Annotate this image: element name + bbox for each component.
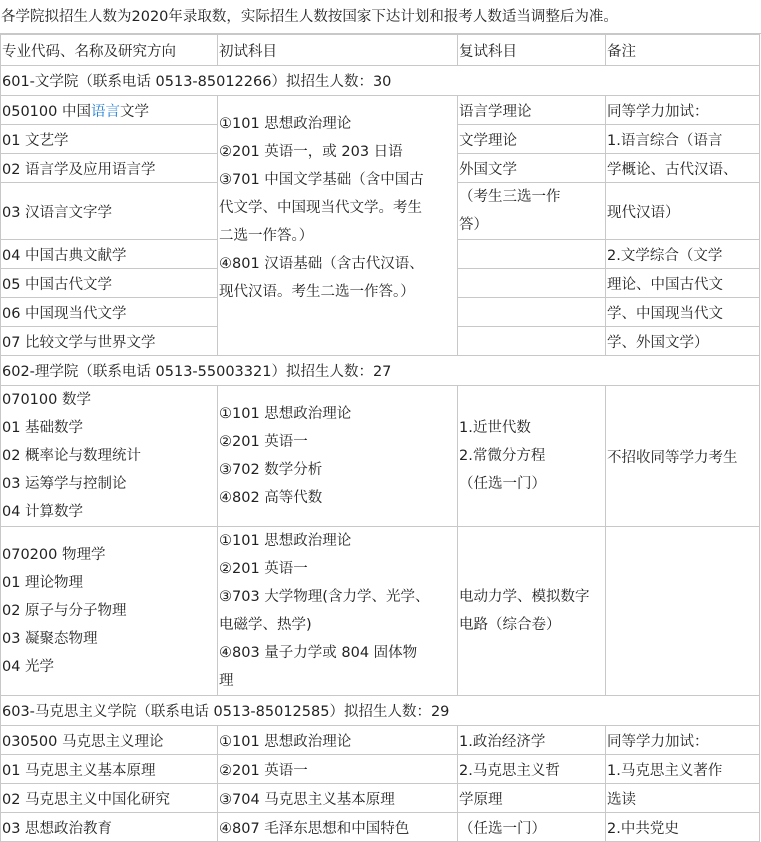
exam-line: 理 bbox=[219, 673, 234, 689]
remark-cell: 同等学力加试： bbox=[606, 726, 760, 755]
direction-line: 02 概率论与数理统计 bbox=[2, 448, 142, 464]
admission-notice: 各学院拟招生人数为2020年录取数，实际招生人数按国家下达计划和报考人数适当调整后为准。 bbox=[0, 0, 761, 34]
direction-cell: 01 马克思主义基本原理 bbox=[1, 755, 218, 784]
exam-cell: ②201 英语一 bbox=[218, 755, 458, 784]
major-line: 070200 物理学 bbox=[2, 547, 106, 563]
exam-line: ②201 英语一，或 203 日语 bbox=[219, 144, 403, 160]
remark-cell: 2.中共党史 bbox=[606, 813, 760, 842]
exam-cell: ④807 毛泽东思想和中国特色 bbox=[218, 813, 458, 842]
direction-cell: 03 思想政治教育 bbox=[1, 813, 218, 842]
column-header-retest: 复试科目 bbox=[458, 35, 606, 66]
major-code-suffix: 文学 bbox=[119, 103, 149, 120]
direction-cell: 05 中国古代文学 bbox=[1, 269, 218, 298]
retest-line: 电路（综合卷） bbox=[459, 617, 561, 633]
exam-line: ③702 数学分析 bbox=[219, 462, 323, 478]
remark-cell: 选读 bbox=[606, 784, 760, 813]
direction-line: 04 光学 bbox=[2, 659, 55, 675]
direction-cell: 01 文艺学 bbox=[1, 125, 218, 154]
exam-cell: ①101 思想政治理论 bbox=[218, 726, 458, 755]
remark-cell: 1.马克思主义著作 bbox=[606, 755, 760, 784]
retest-cell: 学原理 bbox=[458, 784, 606, 813]
retest-cell bbox=[458, 240, 606, 269]
table-header-row bbox=[1, 35, 760, 66]
major-link[interactable]: 语言 bbox=[90, 103, 120, 120]
column-header-remark: 备注 bbox=[606, 35, 760, 66]
exam-subjects-cell bbox=[218, 96, 458, 356]
remark-cell: 理论、中国古代文 bbox=[606, 269, 760, 298]
direction-cell: 03 汉语言文字学 bbox=[1, 183, 218, 240]
exam-line: ④802 高等代数 bbox=[219, 490, 323, 506]
exam-line: 二选一作答。） bbox=[219, 228, 314, 244]
major-cell: 030500 马克思主义理论 bbox=[1, 726, 218, 755]
retest-cell bbox=[458, 527, 606, 696]
exam-subjects-cell bbox=[218, 386, 458, 527]
direction-line: 01 基础数学 bbox=[2, 420, 84, 436]
column-header-exam: 初试科目 bbox=[218, 35, 458, 66]
retest-cell bbox=[458, 386, 606, 527]
section-row-603 bbox=[1, 696, 760, 726]
exam-line: ③701 中国文学基础（含中国古 bbox=[219, 172, 424, 188]
exam-line: ①101 思想政治理论 bbox=[219, 533, 352, 549]
major-cell bbox=[1, 96, 218, 125]
direction-cell: 07 比较文学与世界文学 bbox=[1, 327, 218, 356]
retest-cell bbox=[458, 183, 606, 240]
section-title-601: 601-文学院（联系电话 0513-85012266）拟招生人数：30 bbox=[1, 66, 760, 96]
table-row bbox=[1, 784, 760, 813]
table-row bbox=[1, 527, 760, 696]
exam-subjects-cell bbox=[218, 527, 458, 696]
remark-cell: 学、外国文学） bbox=[606, 327, 760, 356]
retest-cell bbox=[458, 327, 606, 356]
exam-line: ②201 英语一 bbox=[219, 434, 308, 450]
exam-line: ③703 大学物理(含力学、光学、 bbox=[219, 589, 430, 605]
column-header-major: 专业代码、名称及研究方向 bbox=[1, 35, 218, 66]
retest-cell: （任选一门） bbox=[458, 813, 606, 842]
table-row bbox=[1, 96, 760, 125]
direction-line: 02 原子与分子物理 bbox=[2, 603, 127, 619]
retest-cell: 文学理论 bbox=[458, 125, 606, 154]
retest-cell bbox=[458, 298, 606, 327]
exam-line: 代文学、中国现当代文学。考生 bbox=[219, 200, 422, 216]
remark-cell: 现代汉语） bbox=[606, 183, 760, 240]
direction-line: 01 理论物理 bbox=[2, 575, 84, 591]
direction-cell: 04 中国古典文献学 bbox=[1, 240, 218, 269]
table-row bbox=[1, 755, 760, 784]
table-row bbox=[1, 813, 760, 842]
section-row-601 bbox=[1, 66, 760, 96]
major-cell-physics bbox=[1, 527, 218, 696]
remark-cell: 学概论、古代汉语、 bbox=[606, 154, 760, 183]
direction-cell: 02 马克思主义中国化研究 bbox=[1, 784, 218, 813]
section-row-602 bbox=[1, 356, 760, 386]
retest-line: （考生三选一作 bbox=[459, 189, 561, 205]
admission-table bbox=[0, 34, 760, 842]
exam-line: ①101 思想政治理论 bbox=[219, 406, 352, 422]
retest-line: 2.常微分方程 bbox=[459, 448, 546, 464]
exam-line: ①101 思想政治理论 bbox=[219, 116, 352, 132]
table-row bbox=[1, 386, 760, 527]
major-line: 070100 数学 bbox=[2, 392, 91, 408]
retest-line: 答） bbox=[459, 217, 488, 233]
remark-cell: 2.文学综合（文学 bbox=[606, 240, 760, 269]
retest-cell: 外国文学 bbox=[458, 154, 606, 183]
direction-line: 03 运筹学与控制论 bbox=[2, 476, 127, 492]
section-title-603: 603-马克思主义学院（联系电话 0513-85012585）拟招生人数：29 bbox=[1, 696, 760, 726]
section-title-602: 602-理学院（联系电话 0513-55003321）拟招生人数：27 bbox=[1, 356, 760, 386]
retest-cell bbox=[458, 269, 606, 298]
table-row bbox=[1, 726, 760, 755]
remark-cell: 1.语言综合（语言 bbox=[606, 125, 760, 154]
major-code-prefix: 050100 中国 bbox=[2, 103, 91, 120]
exam-line: ④801 汉语基础（含古代汉语、 bbox=[219, 256, 424, 272]
direction-line: 03 凝聚态物理 bbox=[2, 631, 98, 647]
remark-cell: 不招收同等学力考生 bbox=[606, 386, 760, 527]
exam-line: 现代汉语。考生二选一作答。） bbox=[219, 284, 415, 300]
remark-cell bbox=[606, 527, 760, 696]
direction-cell: 02 语言学及应用语言学 bbox=[1, 154, 218, 183]
exam-line: 电磁学、热学) bbox=[219, 617, 312, 633]
remark-cell: 同等学力加试： bbox=[606, 96, 760, 125]
remark-cell: 学、中国现当代文 bbox=[606, 298, 760, 327]
exam-cell: ③704 马克思主义基本原理 bbox=[218, 784, 458, 813]
retest-line: （任选一门） bbox=[459, 476, 546, 492]
direction-cell: 06 中国现当代文学 bbox=[1, 298, 218, 327]
exam-line: ④803 量子力学或 804 固体物 bbox=[219, 645, 418, 661]
major-cell-math bbox=[1, 386, 218, 527]
retest-cell: 1.政治经济学 bbox=[458, 726, 606, 755]
direction-line: 04 计算数学 bbox=[2, 504, 84, 520]
retest-line: 电动力学、模拟数字 bbox=[459, 589, 590, 605]
retest-line: 1.近世代数 bbox=[459, 420, 531, 436]
retest-cell: 2.马克思主义哲 bbox=[458, 755, 606, 784]
retest-cell: 语言学理论 bbox=[458, 96, 606, 125]
exam-line: ②201 英语一 bbox=[219, 561, 308, 577]
